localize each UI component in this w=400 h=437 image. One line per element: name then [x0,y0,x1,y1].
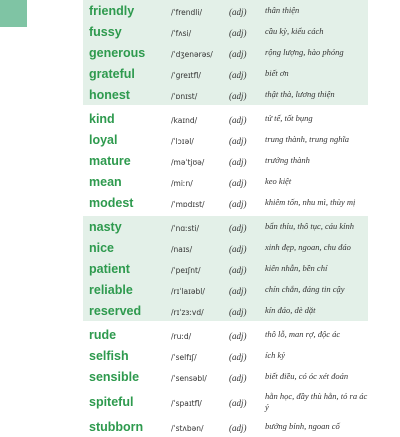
vocab-part-of-speech: (adj) [229,198,247,209]
vocab-meaning: thô lỗ, man rợ, độc ác [259,323,368,346]
vocab-row [83,192,368,215]
vocab-meaning: khiêm tốn, nhu mì, thùy mị [265,197,356,207]
vocab-row [83,279,368,300]
vocab-row [83,171,368,192]
vocab-pronunciation: /ˈfrendli/ [171,7,202,17]
vocab-pronunciation: /ˈsensəbl/ [171,373,207,383]
vocab-row [83,345,368,366]
vocab-pronunciation: /ˈstʌbən/ [171,423,204,433]
vocab-meaning: keo kiệt [265,176,292,186]
side-tab-decoration [0,0,27,27]
vocab-meaning: bẩn thỉu, thô tục, cáu kỉnh [259,215,368,238]
vocab-word: mean [89,174,122,189]
vocab-part-of-speech: (adj) [229,48,247,59]
vocab-pronunciation: /ˈɡreɪtfl/ [171,70,201,80]
vocab-row [83,107,368,130]
vocab-part-of-speech: (adj) [229,372,247,383]
vocab-pronunciation: /ˈpeɪʃnt/ [171,265,201,275]
vocab-row [83,63,368,84]
vocab-word: patient [89,261,130,276]
vocab-meaning: hằn học, đầy thù hằn, tỏ ra ác ý [265,390,368,412]
vocab-meaning: biết điều, có óc xét đoán [265,371,349,381]
vocab-meaning: kín đáo, dè dặt [259,300,368,323]
vocab-word: spiteful [89,394,134,409]
vocab-meaning: tử tế, tốt bụng [259,107,368,130]
vocab-word: reserved [89,303,142,318]
vocab-pronunciation: /ˈmɒdɪst/ [171,199,205,209]
vocab-meaning: trưởng thành [265,155,310,165]
vocab-part-of-speech: (adj) [229,306,247,317]
vocab-part-of-speech: (adj) [229,6,247,17]
vocab-meaning: rộng lượng, hào phóng [259,42,368,63]
vocab-part-of-speech: (adj) [229,69,247,80]
vocab-word: fussy [89,24,122,39]
vocab-row [83,215,368,238]
vocab-row [83,416,368,437]
vocab-row [83,21,368,42]
vocab-meaning: thật thà, lương thiện [259,84,368,107]
vocab-meaning: xinh đẹp, ngoan, chu đáo [259,237,368,258]
vocab-meaning: biết ơn [259,63,368,84]
vocab-row [83,84,368,107]
vocab-row [83,387,368,416]
vocab-word: modest [89,195,134,210]
vocab-word: nice [89,240,115,255]
vocab-part-of-speech: (adj) [229,90,247,101]
vocab-word: mature [89,153,131,168]
vocab-word: grateful [89,66,135,81]
vocab-meaning: bướng bỉnh, ngoan cố [265,421,340,431]
vocab-part-of-speech: (adj) [229,177,247,188]
vocab-pronunciation: /ˈselfɪʃ/ [171,352,197,362]
vocab-meaning: kiên nhẫn, bền chí [259,258,368,279]
vocab-word: sensible [89,369,140,384]
vocab-part-of-speech: (adj) [229,422,247,433]
vocab-part-of-speech: (adj) [229,222,247,233]
vocab-part-of-speech: (adj) [229,351,247,362]
vocab-meaning: ích kỷ [265,350,286,360]
vocab-row [83,0,368,21]
vocab-row [83,129,368,150]
vocab-part-of-speech: (adj) [229,27,247,38]
vocab-meaning: cầu kỳ, kiểu cách [259,21,368,42]
vocab-pronunciation: /ruːd/ [171,331,192,341]
vocab-pronunciation: /ˈdʒenərəs/ [171,49,213,59]
vocab-pronunciation: /naɪs/ [171,244,193,254]
vocab-part-of-speech: (adj) [229,156,247,167]
vocab-meaning: thân thiện [259,0,368,21]
vocab-pronunciation: /ˈɒnɪst/ [171,91,198,101]
vocab-part-of-speech: (adj) [229,397,247,408]
vocab-meaning: chín chắn, đáng tin cậy [259,279,368,300]
vocab-row [83,366,368,387]
vocab-pronunciation: /kaɪnd/ [171,115,198,125]
vocab-part-of-speech: (adj) [229,243,247,254]
vocab-row [83,300,368,323]
vocab-part-of-speech: (adj) [229,285,247,296]
vocab-word: generous [89,45,146,60]
vocab-word: stubborn [89,419,144,434]
vocab-row [83,42,368,63]
vocab-part-of-speech: (adj) [229,114,247,125]
vocab-word: reliable [89,282,133,297]
vocab-meaning: trung thành, trung nghĩa [265,134,350,144]
vocab-part-of-speech: (adj) [229,264,247,275]
vocab-part-of-speech: (adj) [229,330,247,341]
vocab-word: nasty [89,219,122,234]
vocab-pronunciation: /məˈtjʊə/ [171,157,205,167]
vocab-row [83,258,368,279]
vocab-pronunciation: /miːn/ [171,178,193,188]
vocab-word: friendly [89,3,135,18]
vocab-pronunciation: /ˈfʌsi/ [171,28,192,38]
vocab-pronunciation: /ˈspaɪtfl/ [171,398,202,408]
vocab-pronunciation: /ˈnɑːsti/ [171,223,200,233]
vocab-row [83,237,368,258]
vocab-row [83,323,368,346]
vocab-pronunciation: /rɪˈzɜːvd/ [171,307,204,317]
vocab-pronunciation: /ˈlɔɪəl/ [171,136,194,146]
vocabulary-table [83,0,368,437]
vocab-word: honest [89,87,130,102]
vocab-word: loyal [89,132,118,147]
vocab-part-of-speech: (adj) [229,135,247,146]
vocab-row [83,150,368,171]
vocab-pronunciation: /rɪˈlaɪəbl/ [171,286,205,296]
vocab-word: kind [89,111,115,126]
vocab-word: selfish [89,348,129,363]
vocab-word: rude [89,327,117,342]
